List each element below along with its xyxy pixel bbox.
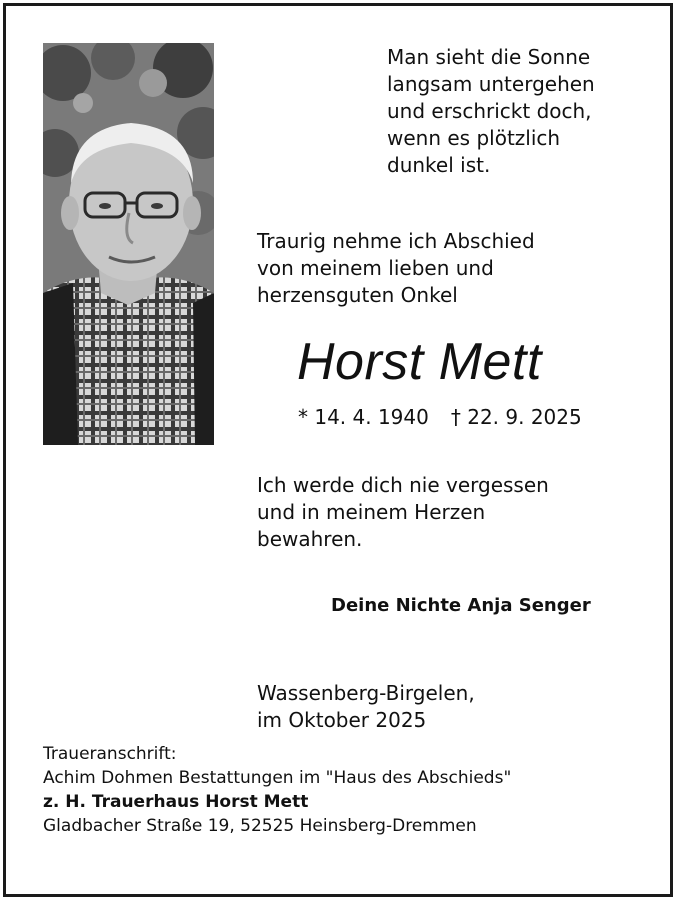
poem-line: wenn es plötzlich [387,126,561,150]
intro-line: Traurig nehme ich Abschied [257,229,535,253]
intro-line: von meinem lieben und [257,256,494,280]
address-street: Gladbacher Straße 19, 52525 Heinsberg-Dremmen [43,816,477,836]
place-and-date [257,680,475,734]
birth-date: * 14. 4. 1940 [298,405,429,429]
message-line: Ich werde dich nie vergessen [257,473,549,497]
message-line: und in meinem Herzen [257,500,486,524]
address-funeral-home: Achim Dohmen Bestattungen im "Haus des Abschieds" [43,768,512,788]
place-line: Wassenberg-Birgelen, [257,681,475,705]
deceased-name: Horst Mett [297,333,542,391]
poem-line: dunkel ist. [387,153,491,177]
life-dates [298,404,582,430]
intro-line: herzensguten Onkel [257,283,458,307]
remembrance-message [257,472,549,553]
poem-verse [387,44,595,179]
address-recipient: z. H. Trauerhaus Horst Mett [43,792,309,812]
mourning-address [43,742,511,838]
poem-line: Man sieht die Sonne [387,45,591,69]
mourner-signature: Deine Nichte Anja Senger [331,595,591,616]
death-date: † 22. 9. 2025 [450,405,582,429]
portrait-photo-illustration [43,43,214,445]
address-label: Traueranschrift: [43,744,177,764]
farewell-intro [257,228,535,309]
poem-line: und erschrickt doch, [387,99,592,123]
place-line: im Oktober 2025 [257,708,427,732]
message-line: bewahren. [257,527,363,551]
poem-line: langsam untergehen [387,72,595,96]
portrait-photo [43,43,214,445]
